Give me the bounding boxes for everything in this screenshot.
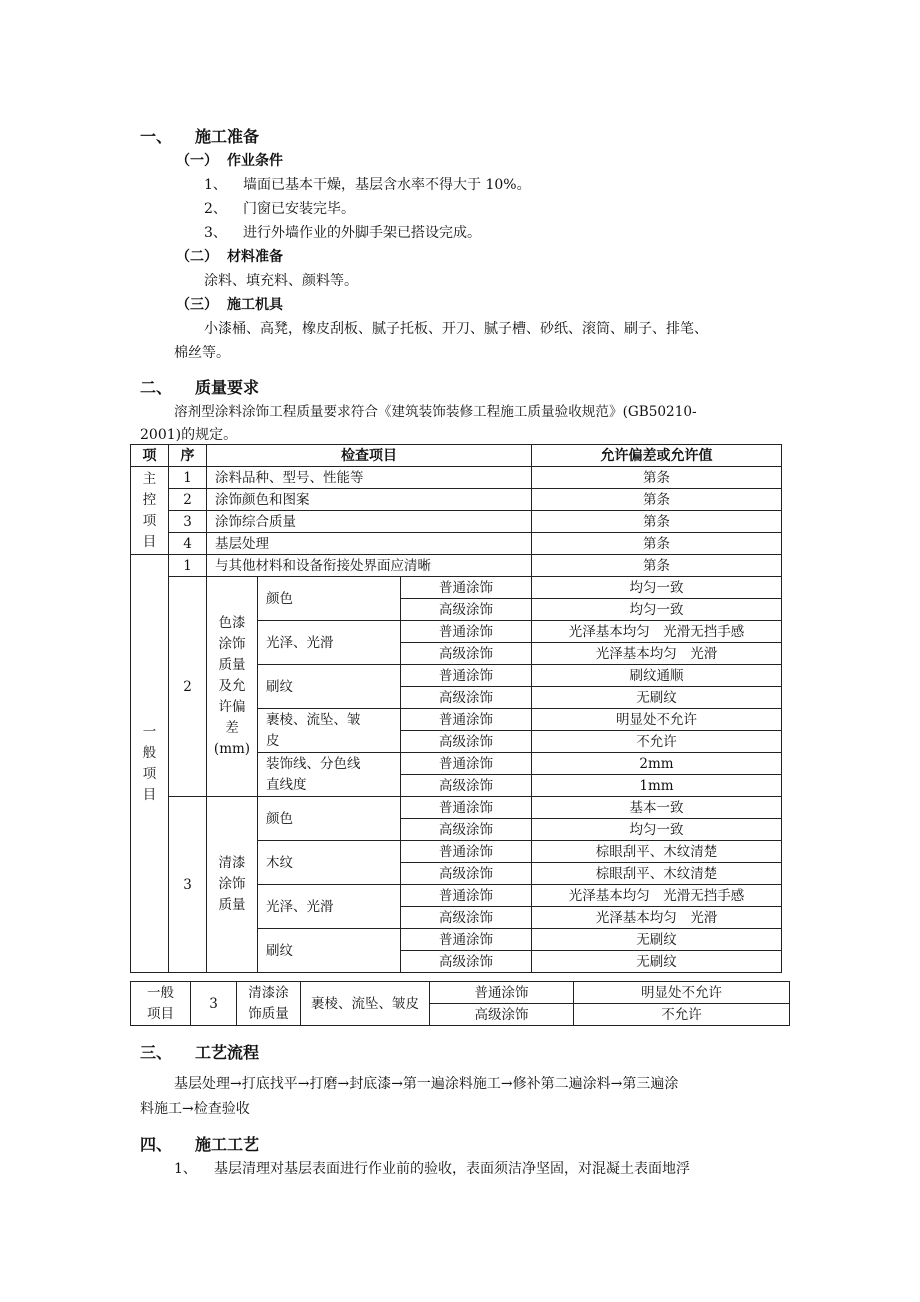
value-cell: 刷纹通顺 — [532, 665, 782, 687]
check-item-cell: 涂饰颜色和图案 — [207, 489, 532, 511]
table-header-row — [131, 445, 782, 467]
table-row — [131, 797, 782, 819]
sub1-number: （一） — [176, 153, 218, 169]
condition-1-number: 1、 — [204, 177, 227, 193]
table-row — [131, 533, 782, 555]
sub-item-cell: 光泽、光滑 — [258, 885, 401, 929]
value-cell: 不允许 — [574, 1004, 790, 1026]
grade-cell: 高级涂饰 — [401, 819, 532, 841]
value-cell: 2mm — [532, 753, 782, 775]
process-line-1: 基层处理→打底找平→打磨→封底漆→第一遍涂料施工→修补第二遍涂料→第三遍涂 — [174, 1076, 679, 1092]
clear-paint-label: 清漆 涂饰 质量 — [207, 797, 258, 973]
tools-line-1: 小漆桶、高凳，橡皮刮板、腻子托板、开刀、腻子槽、砂纸、滚筒、刷子、排笔、 — [204, 321, 708, 337]
grade-cell: 高级涂饰 — [401, 643, 532, 665]
table-row — [131, 555, 782, 577]
sub-item-cell: 颜色 — [258, 797, 401, 841]
grade-cell: 高级涂饰 — [401, 863, 532, 885]
table-row — [131, 982, 790, 1004]
table-row — [131, 511, 782, 533]
condition-2-text: 门窗已安装完毕。 — [243, 201, 355, 217]
sub-item-cell: 颜色 — [258, 577, 401, 621]
value-cell: 第条 — [532, 467, 782, 489]
seq-cell: 1 — [169, 467, 207, 489]
tools-line-2: 棉丝等。 — [174, 345, 230, 361]
value-cell: 无刷纹 — [532, 929, 782, 951]
value-cell: 基本一致 — [532, 797, 782, 819]
value-cell: 均匀一致 — [532, 577, 782, 599]
grade-cell: 普通涂饰 — [401, 797, 532, 819]
value-cell: 光泽基本均匀 光滑 — [532, 907, 782, 929]
seq-cell: 3 — [169, 797, 207, 973]
value-cell: 无刷纹 — [532, 687, 782, 709]
grade-cell: 高级涂饰 — [401, 599, 532, 621]
sub3-title: 施工机具 — [227, 297, 283, 313]
section3-number: 三、 — [140, 1043, 173, 1062]
grade-cell: 普通涂饰 — [401, 577, 532, 599]
table-row — [131, 467, 782, 489]
seq-cell: 4 — [169, 533, 207, 555]
value-cell: 均匀一致 — [532, 599, 782, 621]
value-cell: 均匀一致 — [532, 819, 782, 841]
sub-item-cell: 裹棱、流坠、皱 皮 — [258, 709, 401, 753]
sub-item-cell: 裹棱、流坠、皱皮 — [301, 982, 430, 1026]
sub-item-cell: 刷纹 — [258, 929, 401, 973]
check-item-cell: 涂料品种、型号、性能等 — [207, 467, 532, 489]
quality-table-continued — [130, 981, 790, 1026]
condition-3-text: 进行外墙作业的外脚手架已搭设完成。 — [243, 225, 481, 241]
section2-title: 质量要求 — [195, 378, 260, 397]
main-control-label: 主 控 项 目 — [131, 467, 169, 555]
grade-cell: 高级涂饰 — [401, 907, 532, 929]
grade-cell: 普通涂饰 — [401, 753, 532, 775]
value-cell: 光泽基本均匀 光滑 — [532, 643, 782, 665]
value-cell: 明显处不允许 — [532, 709, 782, 731]
section1-title: 施工准备 — [195, 127, 260, 146]
grade-cell: 普通涂饰 — [401, 929, 532, 951]
sub1-title: 作业条件 — [227, 153, 283, 169]
process-line-2: 料施工→检查验收 — [140, 1101, 250, 1117]
header-category: 项 — [131, 445, 169, 467]
header-check-item: 检查项目 — [207, 445, 532, 467]
quality-line-2: 2001)的规定。 — [140, 427, 238, 443]
grade-cell: 高级涂饰 — [401, 687, 532, 709]
section4-title: 施工工艺 — [195, 1135, 260, 1154]
condition-1-text: 墙面已基本干燥，基层含水率不得大于 10%。 — [243, 177, 531, 193]
check-item-cell: 基层处理 — [207, 533, 532, 555]
condition-3-number: 3、 — [204, 225, 227, 241]
grade-cell: 普通涂饰 — [401, 841, 532, 863]
grade-cell: 高级涂饰 — [401, 951, 532, 973]
table-row — [131, 489, 782, 511]
quality-line-1: 溶剂型涂料涂饰工程质量要求符合《建筑装饰装修工程施工质量验收规范》(GB50210- — [174, 404, 697, 420]
grade-cell: 高级涂饰 — [430, 1004, 574, 1026]
header-seq: 序 — [169, 445, 207, 467]
materials-text: 涂料、填充料、颜料等。 — [204, 273, 358, 289]
seq-cell: 1 — [169, 555, 207, 577]
sub-item-cell: 装饰线、分色线 直线度 — [258, 753, 401, 797]
color-paint-label: 色漆 涂饰 质量 及允 许偏 差 (mm) — [207, 577, 258, 797]
value-cell: 第条 — [532, 489, 782, 511]
value-cell: 不允许 — [532, 731, 782, 753]
clear-paint-label: 清漆涂 饰质量 — [237, 982, 301, 1026]
value-cell: 明显处不允许 — [574, 982, 790, 1004]
general-items-label: 一 般 项 目 — [131, 555, 169, 973]
seq-cell: 2 — [169, 577, 207, 797]
value-cell: 棕眼刮平、木纹清楚 — [532, 841, 782, 863]
value-cell: 无刷纹 — [532, 951, 782, 973]
seq-cell: 2 — [169, 489, 207, 511]
sub-item-cell: 刷纹 — [258, 665, 401, 709]
craft-1-text: 基层清理对基层表面进行作业前的验收，表面须洁净坚固，对混凝土表面地浮 — [214, 1161, 690, 1177]
section3-title: 工艺流程 — [195, 1043, 260, 1062]
value-cell: 1mm — [532, 775, 782, 797]
section2-number: 二、 — [140, 378, 173, 397]
sub2-number: （二） — [176, 249, 218, 265]
value-cell: 光泽基本均匀 光滑无挡手感 — [532, 621, 782, 643]
craft-1-number: 1、 — [174, 1161, 197, 1177]
section4-number: 四、 — [140, 1135, 173, 1154]
sub-item-cell: 木纹 — [258, 841, 401, 885]
table-row — [131, 577, 782, 599]
grade-cell: 高级涂饰 — [401, 731, 532, 753]
quality-table — [130, 444, 782, 973]
grade-cell: 普通涂饰 — [401, 709, 532, 731]
value-cell: 光泽基本均匀 光滑无挡手感 — [532, 885, 782, 907]
value-cell: 第条 — [532, 555, 782, 577]
header-allowance: 允许偏差或允许值 — [532, 445, 782, 467]
sub-item-cell: 光泽、光滑 — [258, 621, 401, 665]
value-cell: 棕眼刮平、木纹清楚 — [532, 863, 782, 885]
condition-2-number: 2、 — [204, 201, 227, 217]
value-cell: 第条 — [532, 533, 782, 555]
sub3-number: （三） — [176, 297, 218, 313]
grade-cell: 高级涂饰 — [401, 775, 532, 797]
sub2-title: 材料准备 — [227, 249, 283, 265]
grade-cell: 普通涂饰 — [430, 982, 574, 1004]
check-item-cell: 与其他材料和设备衔接处界面应清晰 — [207, 555, 532, 577]
section1-number: 一、 — [140, 127, 173, 146]
grade-cell: 普通涂饰 — [401, 621, 532, 643]
seq-cell: 3 — [169, 511, 207, 533]
value-cell: 第条 — [532, 511, 782, 533]
check-item-cell: 涂饰综合质量 — [207, 511, 532, 533]
grade-cell: 普通涂饰 — [401, 885, 532, 907]
seq-cell: 3 — [191, 982, 237, 1026]
general-items-label: 一般 项目 — [131, 982, 191, 1026]
grade-cell: 普通涂饰 — [401, 665, 532, 687]
